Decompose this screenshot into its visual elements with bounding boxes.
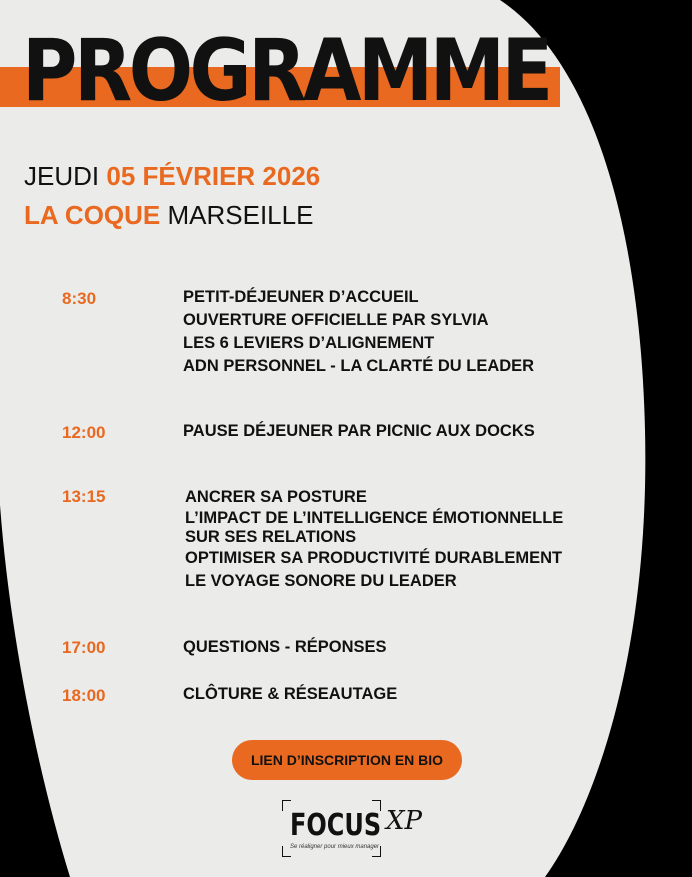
schedule-item: LES 6 LEVIERS D’ALIGNEMENT xyxy=(183,334,435,352)
schedule-items xyxy=(183,636,387,659)
logo-name: FOCUS xyxy=(290,808,382,843)
event-day: JEUDI xyxy=(24,161,100,191)
schedule-items xyxy=(183,683,397,706)
focusxp-logo xyxy=(282,800,422,860)
schedule-item: QUESTIONS - RÉPONSES xyxy=(183,638,387,656)
event-date-value: 05 FÉVRIER 2026 xyxy=(106,161,321,191)
schedule-item: OUVERTURE OFFICIELLE PAR SYLVIA xyxy=(183,311,489,329)
schedule-item: CLÔTURE & RÉSEAUTAGE xyxy=(183,685,398,703)
logo-suffix: XP xyxy=(386,806,423,836)
registration-link-button[interactable]: LIEN D’INSCRIPTION EN BIO xyxy=(232,740,462,780)
schedule-time: 18:00 xyxy=(62,686,106,705)
schedule-time: 17:00 xyxy=(62,638,106,657)
schedule-item: ADN PERSONNEL - LA CLARTÉ DU LEADER xyxy=(183,357,535,375)
event-location xyxy=(24,202,313,228)
event-date xyxy=(24,163,320,189)
schedule-time: 13:15 xyxy=(62,487,106,506)
schedule-time: 12:00 xyxy=(62,423,106,442)
schedule-item: SUR SES RELATIONS xyxy=(185,528,357,546)
logo-tagline: Se réaligner pour mieux manager xyxy=(290,844,380,850)
schedule-item: LE VOYAGE SONORE DU LEADER xyxy=(185,572,457,590)
schedule-items xyxy=(185,486,563,593)
schedule-items xyxy=(183,420,535,443)
schedule-item: PETIT-DÉJEUNER D’ACCUEIL xyxy=(183,288,419,306)
schedule-item: OPTIMISER SA PRODUCTIVITÉ DURABLEMENT xyxy=(185,549,563,567)
event-venue: LA COQUE xyxy=(24,200,161,230)
schedule-item: L’IMPACT DE L’INTELLIGENCE ÉMOTIONNELLE xyxy=(185,509,564,527)
schedule-time: 8:30 xyxy=(62,289,97,308)
schedule-item: ANCRER SA POSTURE xyxy=(185,488,367,506)
schedule-item: PAUSE DÉJEUNER PAR PICNIC AUX DOCKS xyxy=(183,422,535,440)
event-city: MARSEILLE xyxy=(167,200,314,230)
page-title: PROGRAMME xyxy=(22,21,550,121)
schedule-items xyxy=(183,286,534,378)
